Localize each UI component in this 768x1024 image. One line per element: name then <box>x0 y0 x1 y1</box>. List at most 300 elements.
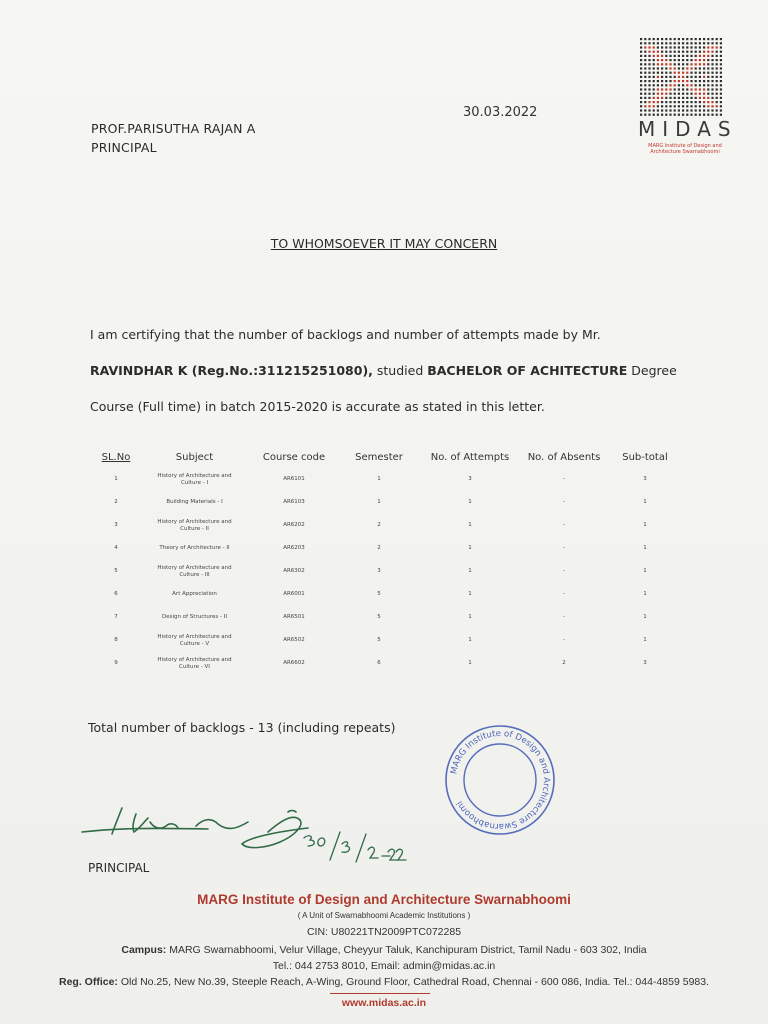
cell-course-code: AR6202 <box>283 522 305 528</box>
logo-dot <box>665 101 667 103</box>
body-line-2 <box>90 363 677 378</box>
logo-dot <box>699 105 701 107</box>
table-row <box>88 537 687 560</box>
logo-dot-red <box>661 93 663 95</box>
logo-dot-red <box>674 72 676 74</box>
logo-dot <box>640 84 642 86</box>
logo-dot <box>665 42 667 44</box>
logo-dot-red <box>657 59 659 61</box>
cell-subtotal: 1 <box>643 568 647 574</box>
logo-dot <box>720 88 722 90</box>
logo-dot-red <box>703 93 705 95</box>
logo-dot <box>665 76 667 78</box>
table-row <box>88 583 687 606</box>
logo-dot <box>674 101 676 103</box>
logo-dot-red <box>665 88 667 90</box>
cell-slno: 8 <box>114 637 118 643</box>
logo-dot <box>669 72 671 74</box>
heading-text: TO WHOMSOEVER IT MAY CONCERN <box>270 236 498 251</box>
logo-dot <box>678 114 680 116</box>
cell-attempts: 1 <box>468 568 472 574</box>
logo-dot <box>720 51 722 53</box>
logo-dot-red <box>707 55 709 57</box>
logo-dot <box>678 55 680 57</box>
logo-dot-red <box>674 80 676 82</box>
logo-dot <box>674 93 676 95</box>
logo-dot <box>657 72 659 74</box>
logo-dot-red <box>686 67 688 69</box>
logo-dot <box>716 109 718 111</box>
logo-subtitle <box>640 143 730 155</box>
logo-dot <box>640 67 642 69</box>
logo-dot-red <box>703 51 705 53</box>
cell-subject <box>144 491 245 514</box>
logo-dot-red <box>703 101 705 103</box>
logo-dot <box>682 46 684 48</box>
cell-absents: 2 <box>562 660 566 666</box>
logo-dot-red <box>653 101 655 103</box>
footer-website-link[interactable]: www.midas.ac.in <box>341 997 427 1009</box>
logo-dot <box>678 93 680 95</box>
logo-dot <box>711 84 713 86</box>
logo-dot <box>695 76 697 78</box>
logo-dot <box>669 80 671 82</box>
logo-dot <box>640 88 642 90</box>
logo-dot <box>686 88 688 90</box>
cell-course-code: AR6103 <box>283 499 305 505</box>
cell-slno: 1 <box>114 476 118 482</box>
logo-dot <box>661 42 663 44</box>
cell-attempts: 3 <box>468 476 472 482</box>
logo-dot <box>674 59 676 61</box>
logo-dot <box>707 72 709 74</box>
logo-dot <box>648 76 650 78</box>
logo-dot <box>644 63 646 65</box>
logo-dot-red <box>707 97 709 99</box>
logo-dot-red <box>682 76 684 78</box>
logo-dot <box>699 67 701 69</box>
logo-dot <box>640 51 642 53</box>
logo-dot <box>661 76 663 78</box>
logo-dot-red <box>690 63 692 65</box>
logo-dot <box>703 84 705 86</box>
institute-seal-stamp <box>440 724 560 836</box>
logo-dot <box>707 76 709 78</box>
logo-dot <box>711 88 713 90</box>
logo-dot <box>707 109 709 111</box>
logo-dot <box>720 67 722 69</box>
logo-dot <box>690 46 692 48</box>
logo-dot <box>720 109 722 111</box>
logo-dot-red <box>707 105 709 107</box>
cell-attempts: 1 <box>468 591 472 597</box>
logo-dot <box>695 51 697 53</box>
cell-attempts: 1 <box>468 545 472 551</box>
logo-dot <box>720 105 722 107</box>
logo-dot <box>686 105 688 107</box>
logo-dot <box>640 105 642 107</box>
logo-dot <box>678 105 680 107</box>
logo-dot <box>682 67 684 69</box>
logo-dot <box>648 80 650 82</box>
logo-dot-red <box>648 51 650 53</box>
logo-dot <box>674 55 676 57</box>
logo-dot <box>716 114 718 116</box>
logo-dot <box>644 109 646 111</box>
logo-dot <box>695 67 697 69</box>
logo-dot <box>720 84 722 86</box>
logo-dot <box>682 114 684 116</box>
logo-dot <box>665 55 667 57</box>
sender-name: PROF.PARISUTHA RAJAN A <box>91 121 256 136</box>
logo-dot <box>695 38 697 40</box>
logo-dot <box>644 93 646 95</box>
logo-dot <box>665 51 667 53</box>
logo-dot-red <box>711 51 713 53</box>
logo-dot-red <box>699 97 701 99</box>
logo-dot <box>661 80 663 82</box>
logo-dot-red <box>661 97 663 99</box>
logo-dot <box>682 84 684 86</box>
logo-dot <box>699 51 701 53</box>
logo-dot <box>690 93 692 95</box>
logo-dot <box>711 55 713 57</box>
header-course-code: Course code <box>262 451 326 463</box>
cell-subtotal: 1 <box>643 522 647 528</box>
logo-dot-red <box>644 46 646 48</box>
logo-dot <box>644 38 646 40</box>
logo-dot <box>703 46 705 48</box>
logo-dot <box>695 80 697 82</box>
logo-dot <box>678 46 680 48</box>
reg-label: Reg. Office: <box>58 976 118 988</box>
logo-dot <box>665 97 667 99</box>
footer-campus <box>0 944 768 956</box>
logo-dot-red <box>657 93 659 95</box>
logo-dot <box>682 88 684 90</box>
logo-dot <box>665 84 667 86</box>
cell-subject <box>144 537 245 560</box>
logo-dot <box>695 46 697 48</box>
logo-dot <box>648 63 650 65</box>
logo-dot <box>720 93 722 95</box>
logo-dot <box>695 109 697 111</box>
logo-dot <box>640 114 642 116</box>
logo-dot <box>711 38 713 40</box>
logo-dot <box>661 84 663 86</box>
logo-dot <box>661 105 663 107</box>
student-name-regno: RAVINDHAR K (Reg.No.:311215251080), <box>90 363 373 378</box>
body-line-2-text: studied <box>372 363 428 378</box>
table-row <box>88 606 687 629</box>
logo-dot <box>720 97 722 99</box>
logo-dot <box>720 101 722 103</box>
logo-dot <box>716 72 718 74</box>
logo-dot <box>653 59 655 61</box>
logo-dot <box>707 42 709 44</box>
cell-subject <box>144 514 245 537</box>
logo-dot <box>648 93 650 95</box>
logo-dot <box>695 97 697 99</box>
logo-dot <box>644 67 646 69</box>
logo-dot <box>665 114 667 116</box>
logo-dot <box>682 63 684 65</box>
logo-dot <box>678 67 680 69</box>
letter-date: 30.03.2022 <box>463 105 538 120</box>
logo-dot <box>686 97 688 99</box>
logo-dot <box>648 109 650 111</box>
campus-address: MARG Swarnabhoomi, Velur Village, Cheyyur Taluk, Kanchipuram District, Tamil Nadu - 603 302, India <box>166 944 647 956</box>
logo-dot <box>653 109 655 111</box>
logo-dot <box>716 55 718 57</box>
logo-dot <box>690 38 692 40</box>
footer-cin: CIN: U80221TN2009PTC072285 <box>306 926 462 938</box>
logo-dot-red <box>674 67 676 69</box>
table-row <box>88 468 687 491</box>
logo-dot-red <box>682 80 684 82</box>
logo-dot <box>703 80 705 82</box>
logo-dot <box>711 42 713 44</box>
logo-dot <box>657 105 659 107</box>
backlog-table <box>88 446 687 675</box>
logo-dot <box>695 84 697 86</box>
table-row <box>88 491 687 514</box>
logo-dot-red <box>690 88 692 90</box>
subject-line-1: History of Architecture and <box>157 518 232 525</box>
cell-semester: 1 <box>377 476 381 482</box>
logo-dot <box>665 46 667 48</box>
cell-subtotal: 1 <box>643 591 647 597</box>
logo-dot-red <box>644 105 646 107</box>
logo-dot <box>703 109 705 111</box>
logo-dot <box>695 101 697 103</box>
cell-course-code: AR6602 <box>283 660 305 666</box>
cell-semester: 5 <box>377 614 381 620</box>
logo-dot-red <box>686 84 688 86</box>
logo-dot <box>674 109 676 111</box>
logo-dot-red <box>665 93 667 95</box>
cell-semester: 5 <box>377 637 381 643</box>
subject-line-1: Building Materials - I <box>166 499 223 505</box>
logo-dot <box>699 84 701 86</box>
logo-dot <box>669 46 671 48</box>
logo-dot-red <box>695 59 697 61</box>
logo-dot <box>657 67 659 69</box>
logo-dot <box>707 59 709 61</box>
logo-dot <box>657 109 659 111</box>
logo-dot <box>674 105 676 107</box>
logo-dot <box>720 80 722 82</box>
logo-dot <box>695 72 697 74</box>
cell-subject <box>144 629 245 652</box>
logo-dot <box>711 93 713 95</box>
logo-dot <box>707 63 709 65</box>
logo-dot <box>707 67 709 69</box>
logo-dot <box>644 72 646 74</box>
table-row <box>88 560 687 583</box>
logo-dot <box>669 105 671 107</box>
cell-attempts: 1 <box>468 499 472 505</box>
logo-dot-red <box>682 72 684 74</box>
cell-course-code: AR6502 <box>283 637 305 643</box>
logo-dot <box>653 72 655 74</box>
logo-dot <box>653 76 655 78</box>
logo-dot <box>661 38 663 40</box>
logo-dot <box>686 46 688 48</box>
subject-line-1: History of Architecture and <box>157 472 232 479</box>
logo-dot <box>686 51 688 53</box>
table-row <box>88 652 687 675</box>
logo-dot <box>686 76 688 78</box>
cell-semester: 2 <box>377 522 381 528</box>
logo-dot <box>716 84 718 86</box>
logo-dot-red <box>653 51 655 53</box>
logo-dot-red <box>703 97 705 99</box>
cell-subject <box>144 468 245 491</box>
logo-dot <box>653 84 655 86</box>
logo-dot-red <box>716 105 718 107</box>
logo-dot <box>716 101 718 103</box>
subject-line-1: History of Architecture and <box>157 656 232 663</box>
logo-dot <box>699 42 701 44</box>
header-subtotal: Sub-total <box>622 451 668 463</box>
logo-dot-red <box>674 84 676 86</box>
logo-dot <box>707 93 709 95</box>
logo-dot <box>711 109 713 111</box>
logo-dot-red <box>661 88 663 90</box>
logo-dot-red <box>703 59 705 61</box>
cell-semester: 2 <box>377 545 381 551</box>
logo-dot-red <box>657 55 659 57</box>
logo-dot-red <box>669 84 671 86</box>
cell-slno: 9 <box>114 660 118 666</box>
logo-dot <box>716 97 718 99</box>
logo-dot <box>644 114 646 116</box>
logo-dot <box>703 105 705 107</box>
logo-dot <box>678 63 680 65</box>
logo-dot <box>690 80 692 82</box>
logo-dot-red <box>716 46 718 48</box>
logo-dot <box>648 72 650 74</box>
logo-dot <box>686 59 688 61</box>
logo-dot-red <box>665 63 667 65</box>
logo-dot-red <box>703 88 705 90</box>
logo-dot <box>699 109 701 111</box>
cell-semester: 5 <box>377 591 381 597</box>
cell-attempts: 1 <box>468 660 472 666</box>
logo-dot-red <box>657 51 659 53</box>
logo-dot <box>653 93 655 95</box>
logo-dot <box>669 51 671 53</box>
logo-dot <box>682 42 684 44</box>
header-subject: Subject <box>175 451 214 463</box>
footer-unit: ( A Unit of Swarnabhoomi Academic Institutions ) <box>297 911 471 920</box>
logo-dot <box>665 80 667 82</box>
logo-dot <box>720 46 722 48</box>
logo-dot-red <box>653 97 655 99</box>
cell-absents: - <box>563 614 565 620</box>
logo-dot-red <box>653 105 655 107</box>
letter-heading <box>0 236 768 251</box>
logo-dot-red <box>711 101 713 103</box>
logo-dot <box>695 42 697 44</box>
logo-dot <box>716 51 718 53</box>
logo-dot <box>640 97 642 99</box>
logo-dot <box>644 88 646 90</box>
logo-dot <box>648 97 650 99</box>
logo-dot <box>690 55 692 57</box>
logo-dot <box>674 114 676 116</box>
logo-dot <box>699 80 701 82</box>
logo-dot <box>644 51 646 53</box>
logo-dot-red <box>657 97 659 99</box>
logo-dot <box>711 76 713 78</box>
subject-line-1: Theory of Architecture - II <box>159 545 230 551</box>
logo-dot <box>657 42 659 44</box>
logo-dot <box>716 59 718 61</box>
signature-date <box>304 832 406 862</box>
logo-dot <box>648 55 650 57</box>
logo-dot <box>690 114 692 116</box>
table-row <box>88 629 687 652</box>
cell-course-code: AR6001 <box>283 591 305 597</box>
logo-dot <box>682 51 684 53</box>
cell-attempts: 1 <box>468 637 472 643</box>
logo-dot-red <box>648 46 650 48</box>
logo-dot-red <box>665 59 667 61</box>
logo-dot <box>686 93 688 95</box>
logo-dot <box>640 63 642 65</box>
body-line-3: Course (Full time) in batch 2015-2020 is accurate as stated in this letter. <box>90 399 545 414</box>
logo-dot <box>644 101 646 103</box>
logo-dot <box>686 42 688 44</box>
logo-dot <box>720 63 722 65</box>
logo-dot <box>720 55 722 57</box>
logo-dot <box>716 88 718 90</box>
logo-dot <box>678 88 680 90</box>
logo-dot <box>674 76 676 78</box>
logo-dot <box>653 88 655 90</box>
logo-dot <box>648 38 650 40</box>
logo-subtitle-line-2: Architecture Swarnabhoomi <box>650 149 720 155</box>
logo-dot-red <box>699 63 701 65</box>
subject-line-1: Design of Structures - II <box>162 614 227 620</box>
logo-dot-red <box>661 59 663 61</box>
logo-dot-red <box>695 93 697 95</box>
logo-dot <box>665 38 667 40</box>
sender-title: PRINCIPAL <box>91 140 157 155</box>
logo-dot <box>674 42 676 44</box>
logo-dot <box>699 38 701 40</box>
logo-dot-red <box>703 55 705 57</box>
logo-dot <box>648 114 650 116</box>
logo-dot <box>690 105 692 107</box>
logo-dot <box>665 105 667 107</box>
cell-slno: 2 <box>114 499 118 505</box>
logo-dot-red <box>695 63 697 65</box>
cell-subject <box>144 583 245 606</box>
logo-dot <box>653 42 655 44</box>
logo-dot-red <box>661 55 663 57</box>
cell-absents: - <box>563 568 565 574</box>
logo-dot <box>665 72 667 74</box>
logo-dot <box>669 109 671 111</box>
logo-dot <box>674 88 676 90</box>
logo-dot <box>674 97 676 99</box>
logo-dot-red <box>699 55 701 57</box>
logo-dot <box>695 55 697 57</box>
logo-dot <box>644 55 646 57</box>
